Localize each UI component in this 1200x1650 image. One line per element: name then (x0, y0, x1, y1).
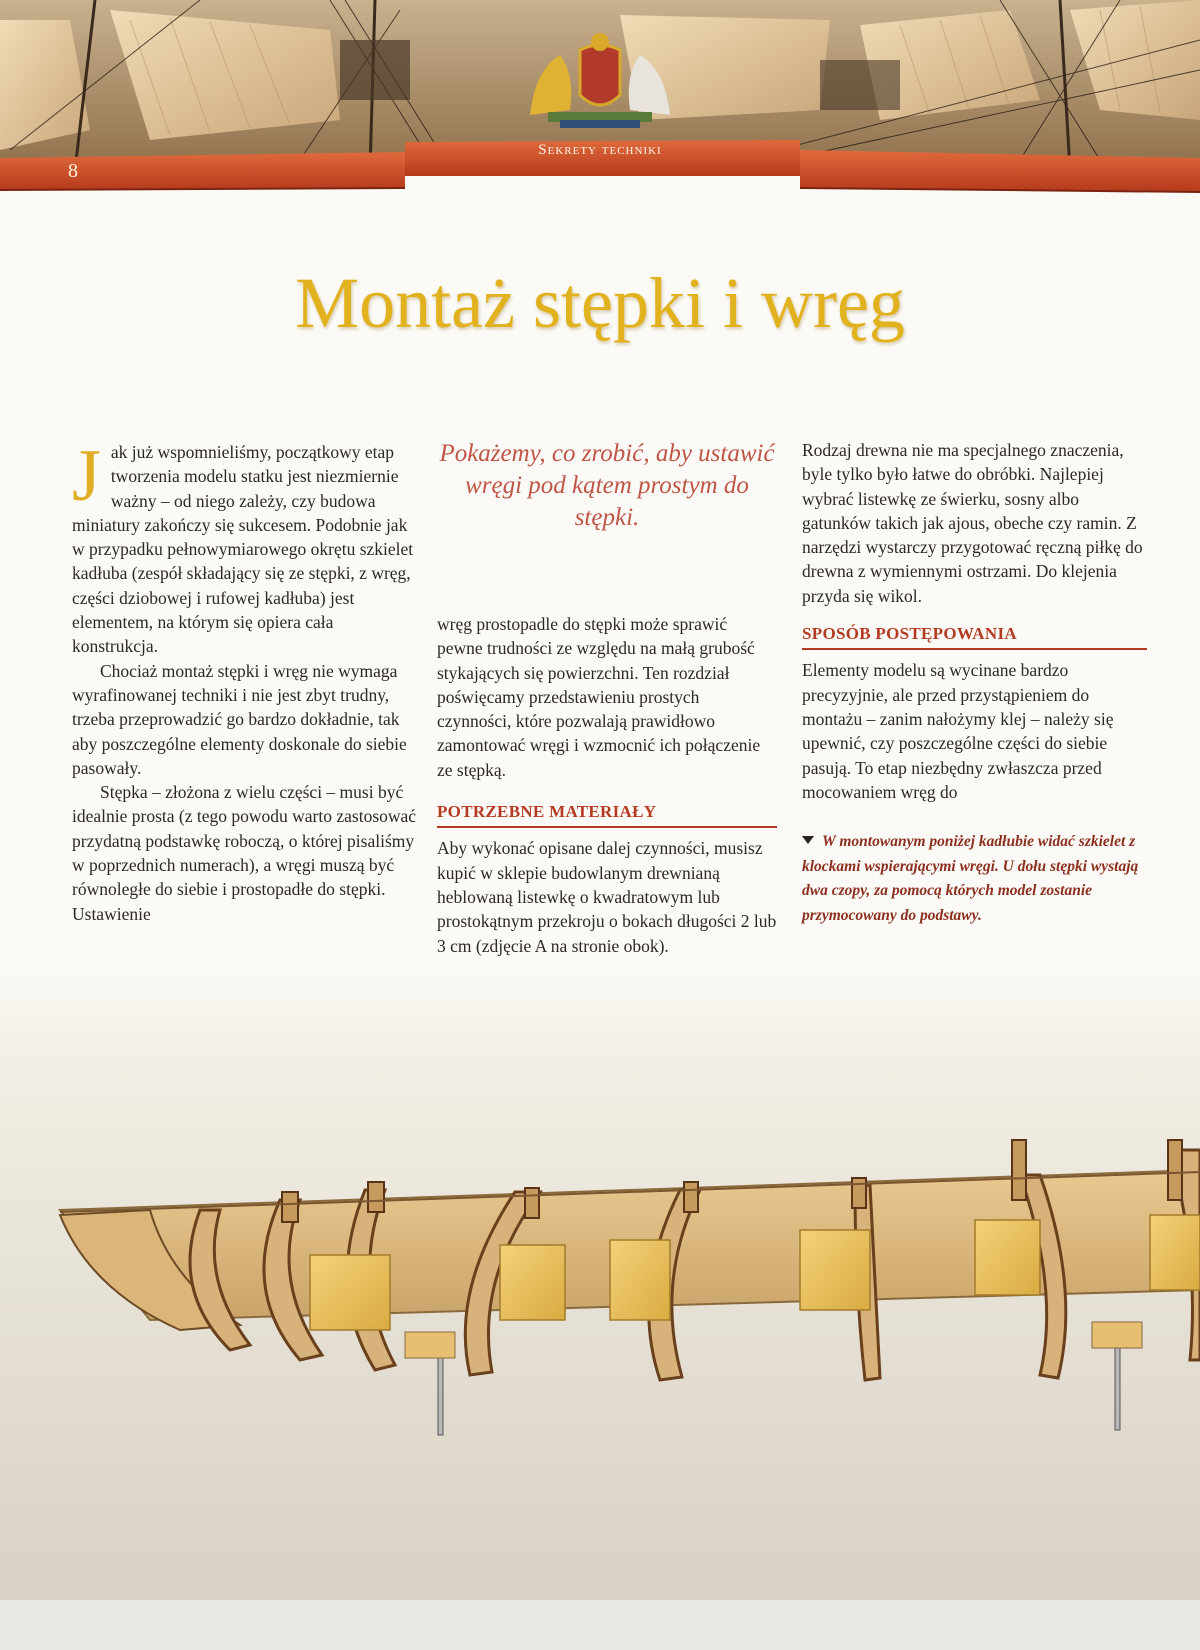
paragraph: Rodzaj drewna nie ma specjalnego znaczenia, byle tylko było łatwe do obróbki. Najlepiej wybrać listewkę ze świerku, sosny albo gatunków takich jak ajous, obeche czy ramin. Z narzędzi wystarczy przygotować ręczną piłkę do drewna z wymiennymi ostrzami. Do klejenia przyda się wikol. (802, 440, 1143, 606)
paragraph: Elementy modelu są wycinane bardzo precyzyjnie, ale przed przystąpieniem do montażu – zanim nałożymy klej – należy się upewnić, czy poszczególne części do siebie pasują. To etap niezbędny zwłaszcza przed mocowaniem wręg do (802, 660, 1114, 802)
paragraph: Aby wykonać opisane dalej czynności, musisz kupić w sklepie budowlanym drewnianą heblowaną listewkę o kwadratowym lub prostokątnym przekroju o bokach długości 2 lub 3 cm (zdjęcie A na stronie obok). (437, 838, 777, 956)
drop-cap: J (72, 435, 101, 517)
intro-text: ak już wspomnieliśmy, początkowy etap tworzenia modelu statku jest niezmiernie ważny – od niego zależy, czy budowa miniatury zakończy się sukcesem. Podobnie jak w przypadku pełnowymiarowego okrętu szkielet kadłuba (zespół składający się ze stępki, z wręg, części dziobowej i rufowej kadłuba) jest elementem, na którym się opiera cała konstrukcja. (72, 442, 414, 657)
page-number: 8 (68, 160, 78, 182)
ship-rigging-banner-image (0, 0, 1200, 200)
hull-skeleton-photo (0, 960, 1200, 1600)
paragraph: wręg prostopadle do stępki może sprawić pewne trudności ze względu na małą grubość stykających się powierzchni. Ten rozdział poświęcamy przedstawieniu prostych czynności, które pozwalają prawidłowo zamontować wręgi i wzmocnić ich połączenie ze stępką. (437, 614, 761, 780)
paragraph: Chociaż montaż stępki i wręg nie wymaga wyrafinowanej techniki i nie jest zbyt trudny, trzeba przeprowadzić go bardzo dokładnie, tak aby poszczególne elementy doskonale do siebie pasowały. (72, 660, 407, 778)
down-triangle-icon (802, 836, 814, 844)
text-column-2 (437, 612, 777, 958)
paragraph: Stępka – złożona z wielu części – musi być idealnie prosta (z tego powodu warto zastosować przydatną podstawkę roboczą, o której pisaliśmy w poprzednich numerach), a wręgi muszą być równoległe do siebie i prostopadłe do stępki. Ustawienie (72, 782, 417, 924)
text-column-1 (72, 435, 417, 926)
page-bottom-edge (0, 1600, 1200, 1650)
page-header (0, 0, 1200, 200)
subheading-materials: POTRZEBNE MATERIAŁY (437, 800, 777, 828)
pull-quote: Pokażemy, co zrobić, aby ustawić wręgi pod kątem prostym do stępki. (439, 440, 775, 531)
caption-text: W montowanym poniżej kadłubie widać szkielet z klockami wspierającymi wręgi. U dołu stępki wystają dwa czopy, za pomocą których model zostanie przymocowany do podstawy. (802, 833, 1139, 924)
subheading-procedure: SPOSÓB POSTĘPOWANIA (802, 622, 1147, 650)
paragraph-intro (72, 435, 417, 659)
section-label: Sekrety techniki (538, 142, 662, 158)
article-title: Montaż stępki i wręg (295, 263, 905, 343)
photo-caption (802, 830, 1142, 928)
text-column-3 (802, 438, 1147, 804)
